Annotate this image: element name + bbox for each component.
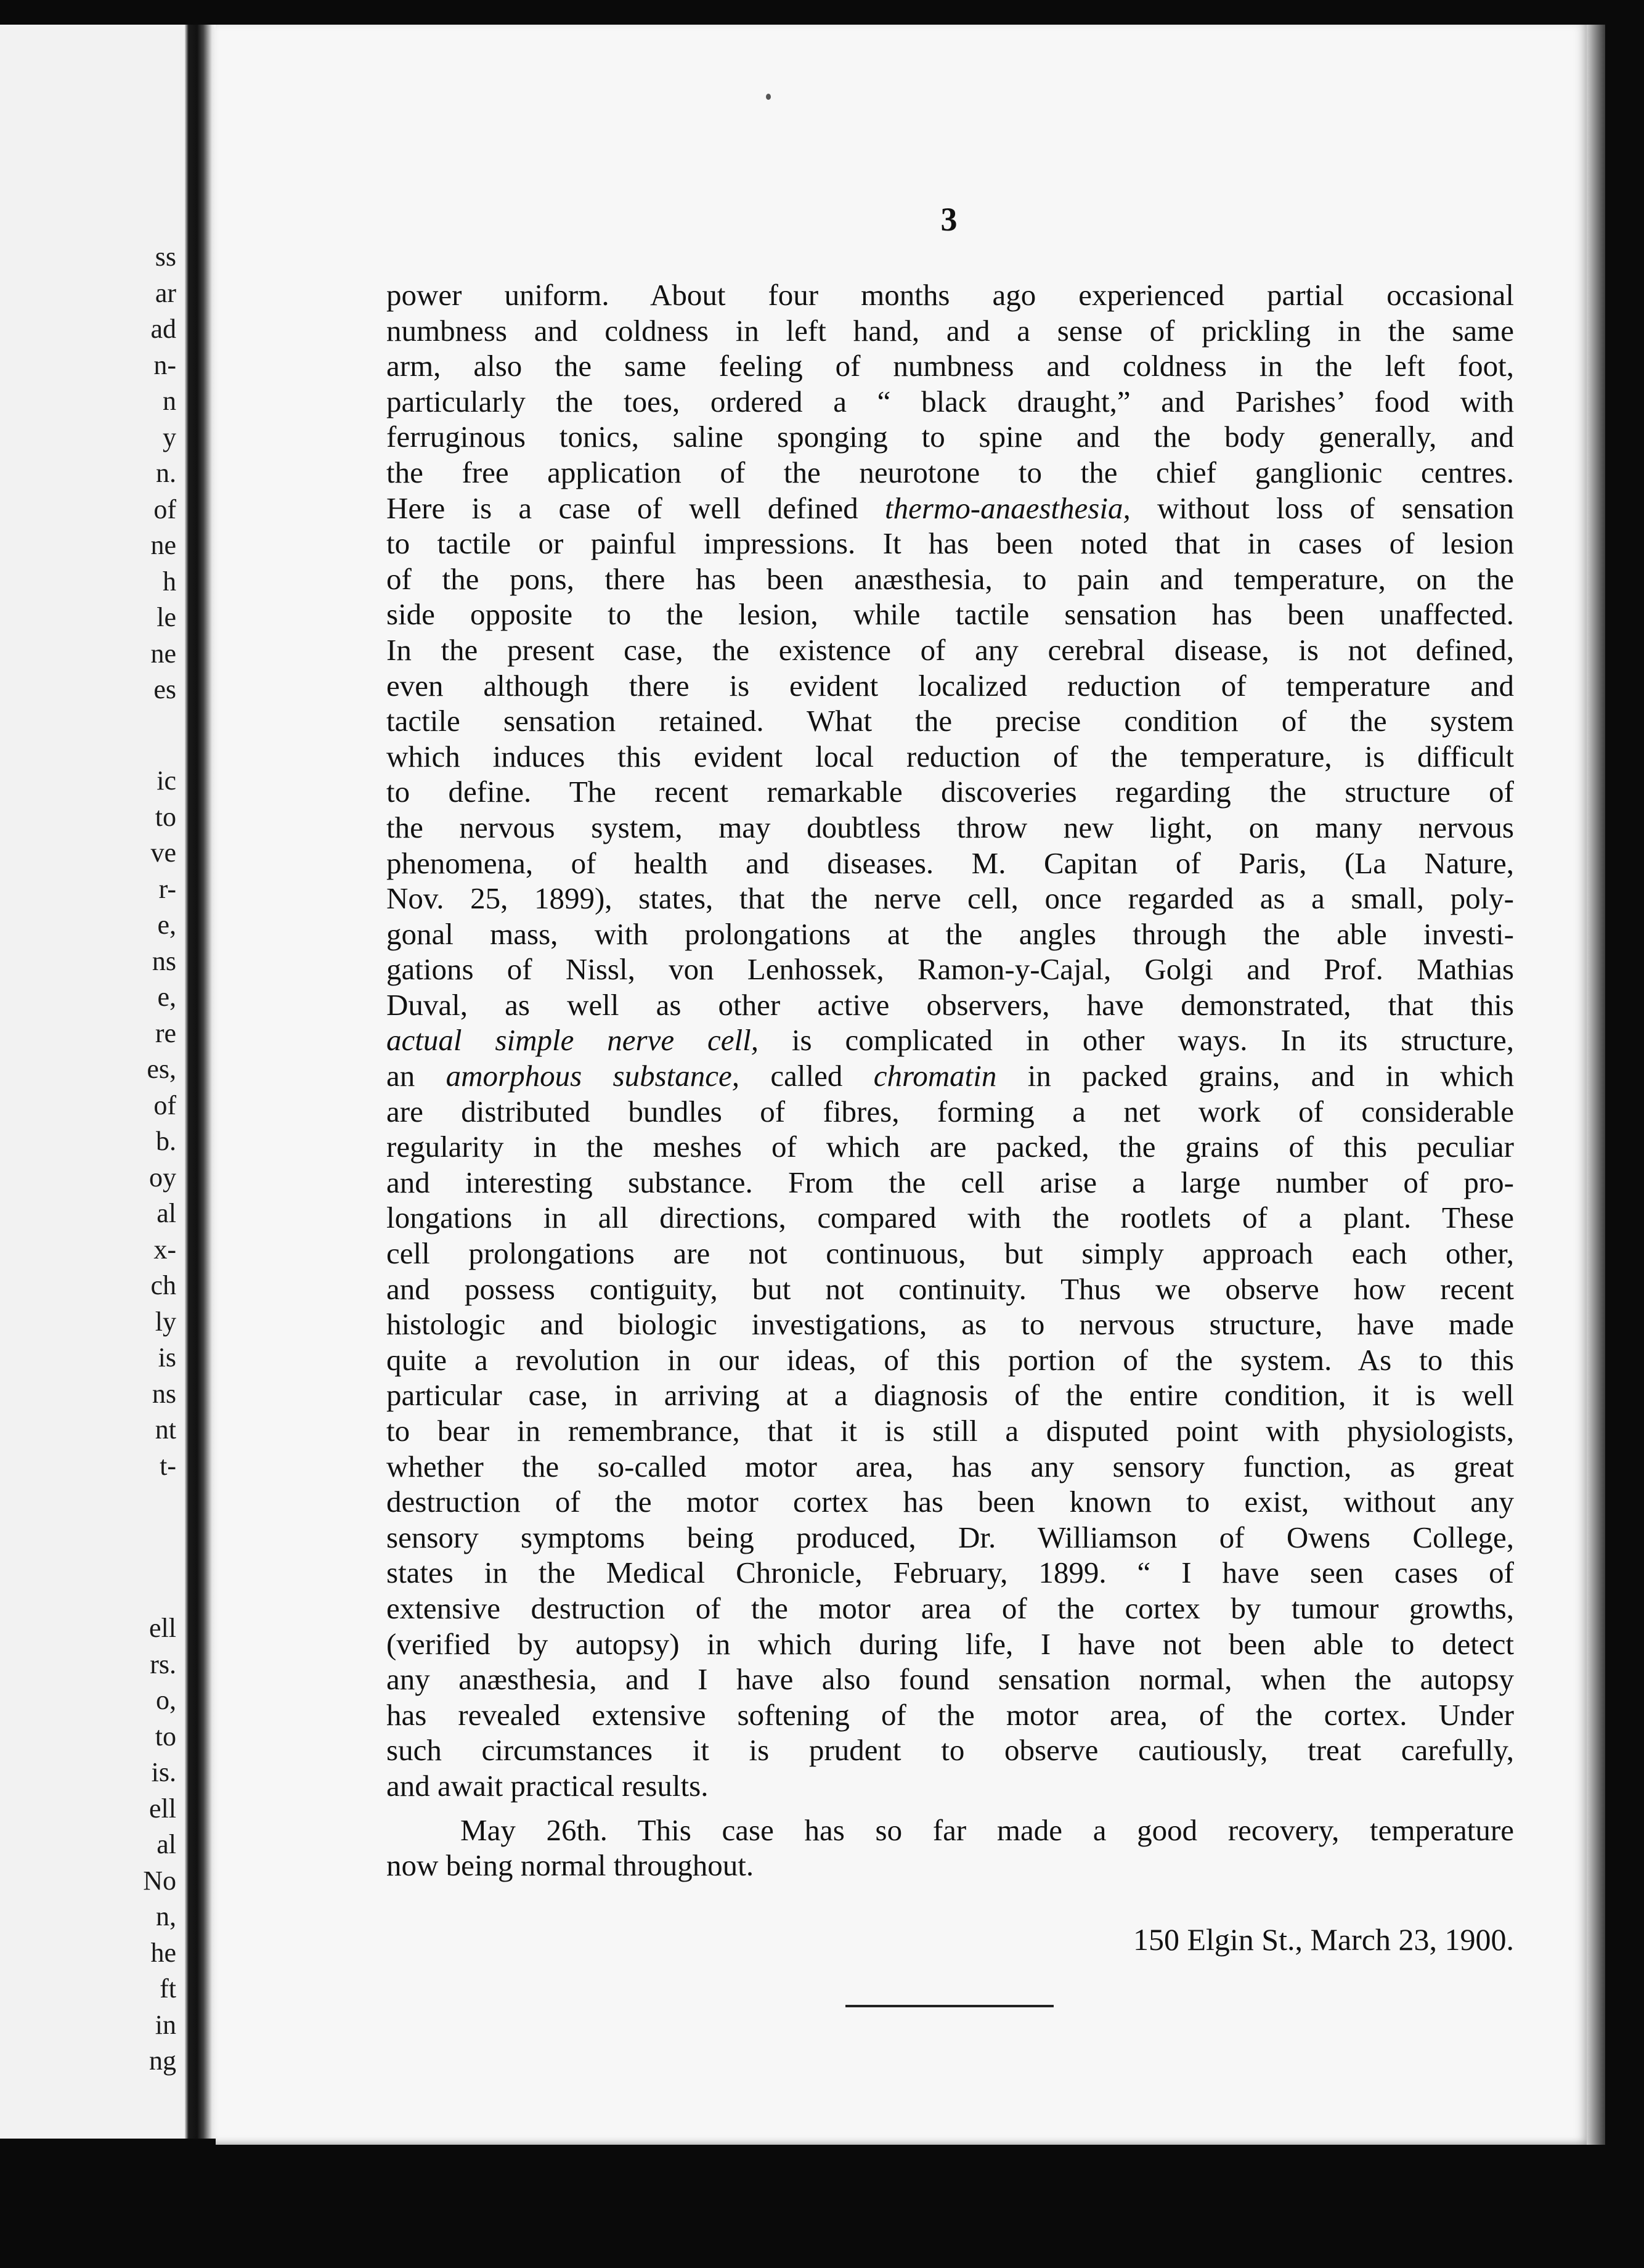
left-page-fragment: in (155, 2009, 176, 2040)
signature-dateline: 150 Elgin St., March 23, 1900. (1133, 1922, 1514, 1957)
text-line: the nervous system, may doubtless throw new light, on many nervous (386, 810, 1514, 844)
text-line: arm, also the same feeling of numbness and coldness in the left foot, (386, 349, 1514, 383)
text-line: phenomena, of health and diseases. M. Capitan of Paris, (La Nature, (386, 846, 1514, 880)
text-line: even although there is evident localized reduction of temperature and (386, 668, 1514, 703)
text-line: to define. The recent remarkable discoveries regarding the structure of (386, 775, 1514, 809)
text-line: particular case, in arriving at a diagnosis of the entire condition, it is well (386, 1378, 1514, 1413)
text-line: and interesting substance. From the cell arise a large number of pro- (386, 1165, 1514, 1199)
left-page-fragment: o, (156, 1685, 176, 1715)
left-page-fragment: ne (150, 638, 176, 669)
left-page-fragment: is (158, 1342, 176, 1373)
text-line: any anæsthesia, and I have also found sensation normal, when the autopsy (386, 1662, 1514, 1697)
left-page-fragment: ch (150, 1270, 176, 1300)
main-page (216, 25, 1587, 2145)
text-line: gations of Nissl, von Lenhossek, Ramon-y-Cajal, Golgi and Prof. Mathias (386, 952, 1514, 987)
left-page-fragment: he (150, 1937, 176, 1968)
text-line: are distributed bundles of fibres, forming a net work of considerable (386, 1094, 1514, 1128)
left-page-fragment: ell (149, 1613, 176, 1643)
closing-rule (845, 2005, 1054, 2007)
text-line: of the pons, there has been anæsthesia, to pain and temperature, on the (386, 561, 1514, 596)
text-line: gonal mass, with prolongations at the angles through the able investi- (386, 916, 1514, 951)
text-line: the free application of the neurotone to the chief ganglionic centres. (386, 455, 1514, 489)
left-page-fragment: n, (156, 1901, 176, 1931)
text-line: longations in all directions, compared with the rootlets of a plant. These (386, 1201, 1514, 1235)
left-page-fragment: ic (157, 765, 176, 796)
left-page-fragment: n- (153, 349, 176, 380)
left-page-fragment: ly (155, 1306, 176, 1337)
left-page-fragment: n (163, 386, 176, 416)
left-page-strip (0, 25, 191, 2139)
left-page-fragment: of (153, 494, 176, 524)
left-page-fragment: le (157, 602, 176, 632)
text-line: and possess contiguity, but not continuity. Thus we observe how recent (386, 1271, 1514, 1306)
text-line: has revealed extensive softening of the motor area, of the cortex. Under (386, 1697, 1514, 1732)
left-page-fragment: ns (152, 1378, 176, 1409)
text-line: cell prolongations are not continuous, but simply approach each other, (386, 1236, 1514, 1271)
text-line: side opposite to the lesion, while tactile sensation has been unaffected. (386, 597, 1514, 632)
paragraph-2-line: May 26th. This case has so far made a good recovery, temperature (460, 1813, 1514, 1847)
paper-speck (766, 94, 771, 100)
text-line: ferruginous tonics, saline sponging to spine and the body generally, and (386, 420, 1514, 454)
left-page-fragment: ns (152, 945, 176, 976)
paragraph-2-line: now being normal throughout. (386, 1848, 754, 1883)
left-page-fragment: y (163, 422, 176, 452)
text-line: to tactile or painful impressions. It has been noted that in cases of lesion (386, 526, 1514, 561)
text-line: extensive destruction of the motor area of the cortex by tumour growths, (386, 1591, 1514, 1625)
text-line-italic-thermo: Here is a case of well defined thermo-anaesthesia, without loss of sensation (386, 491, 1514, 525)
left-page-fragment: e, (157, 982, 176, 1012)
left-page-fragment: al (157, 1198, 176, 1228)
left-page-fragment: al (157, 1829, 176, 1859)
text-line: and await practical results. (386, 1768, 709, 1803)
text-line: Duval, as well as other active observers, have demonstrated, that this (386, 987, 1514, 1022)
left-page-fragment: nt (155, 1414, 176, 1445)
left-page-fragment: ss (155, 242, 176, 272)
text-line: sensory symptoms being produced, Dr. Williamson of Owens College, (386, 1520, 1514, 1554)
text-line: to bear in remembrance, that it is still a disputed point with physiologists, (386, 1414, 1514, 1448)
left-page-fragment: ne (150, 530, 176, 560)
left-page-fragment: x- (153, 1234, 176, 1265)
text-line-italic-cell: actual simple nerve cell, is complicated in other ways. In its structure, (386, 1023, 1514, 1058)
left-page-fragment: es, (147, 1054, 176, 1084)
left-page-fragment: ar (155, 277, 176, 308)
text-line: quite a revolution in our ideas, of this portion of the system. As to this (386, 1342, 1514, 1377)
left-page-fragment: oy (149, 1162, 176, 1193)
left-page-fragment: rs. (150, 1649, 176, 1679)
left-page-fragment: r- (158, 873, 176, 904)
left-page-fragment: es (153, 674, 176, 704)
text-line: states in the Medical Chronicle, February, 1899. “ I have seen cases of (386, 1556, 1514, 1590)
left-page-fragment: b. (156, 1126, 176, 1156)
text-line: (verified by autopsy) in which during life, I have not been able to detect (386, 1626, 1514, 1661)
text-line-italic-amorphous: an amorphous substance, called chromatin in packed grains, and in which (386, 1059, 1514, 1093)
left-page-fragment: ng (149, 2046, 176, 2076)
left-page-fragment: to (155, 1721, 176, 1752)
left-page-fragment: of (153, 1090, 176, 1120)
text-line: In the present case, the existence of any cerebral disease, is not defined, (386, 632, 1514, 667)
left-page-fragment: e, (157, 910, 176, 940)
italic-term: amorphous substance, (446, 1059, 740, 1093)
left-page-fragment: ve (150, 838, 176, 868)
text-line: such circumstances it is prudent to observe cautiously, treat carefully, (386, 1733, 1514, 1768)
body-text (386, 277, 1514, 1883)
text-line: histologic and biologic investigations, as to nervous structure, have made (386, 1307, 1514, 1342)
page-right-edge-shadow (1587, 25, 1605, 2145)
left-page-fragment: ell (149, 1793, 176, 1824)
left-page-fragment: re (155, 1018, 176, 1048)
text-line: whether the so-called motor area, has any sensory function, as great (386, 1449, 1514, 1483)
book-gutter (185, 25, 216, 2139)
text-line: regularity in the meshes of which are packed, the grains of this peculiar (386, 1130, 1514, 1164)
italic-term: thermo-anaesthesia, (884, 491, 1131, 525)
left-page-fragment: t- (160, 1450, 176, 1481)
left-page-fragment: ad (150, 314, 176, 344)
left-page-fragment: No (143, 1865, 176, 1896)
text-line: power uniform. About four months ago experienced partial occasional (386, 278, 1514, 312)
text-line: numbness and coldness in left hand, and a sense of prickling in the same (386, 313, 1514, 348)
left-page-fragment: ft (160, 1973, 176, 2004)
text-line: destruction of the motor cortex has been known to exist, without any (386, 1485, 1514, 1519)
italic-term: chromatin (873, 1059, 997, 1093)
text-line: Nov. 25, 1899), states, that the nerve cell, once regarded as a small, poly- (386, 881, 1514, 916)
left-page-fragment: is. (151, 1757, 176, 1787)
text-line: particularly the toes, ordered a “ black draught,” and Parishes’ food with (386, 384, 1514, 418)
page-number: 3 (940, 201, 958, 238)
left-page-fragment: to (155, 801, 176, 832)
italic-term: actual simple nerve cell, (386, 1023, 759, 1058)
text-line: which induces this evident local reduction of the temperature, is difficult (386, 739, 1514, 773)
left-page-fragments (0, 25, 185, 2139)
text-line: tactile sensation retained. What the precise condition of the system (386, 704, 1514, 738)
left-page-fragment: h (163, 566, 176, 597)
left-page-fragment: n. (156, 458, 176, 488)
